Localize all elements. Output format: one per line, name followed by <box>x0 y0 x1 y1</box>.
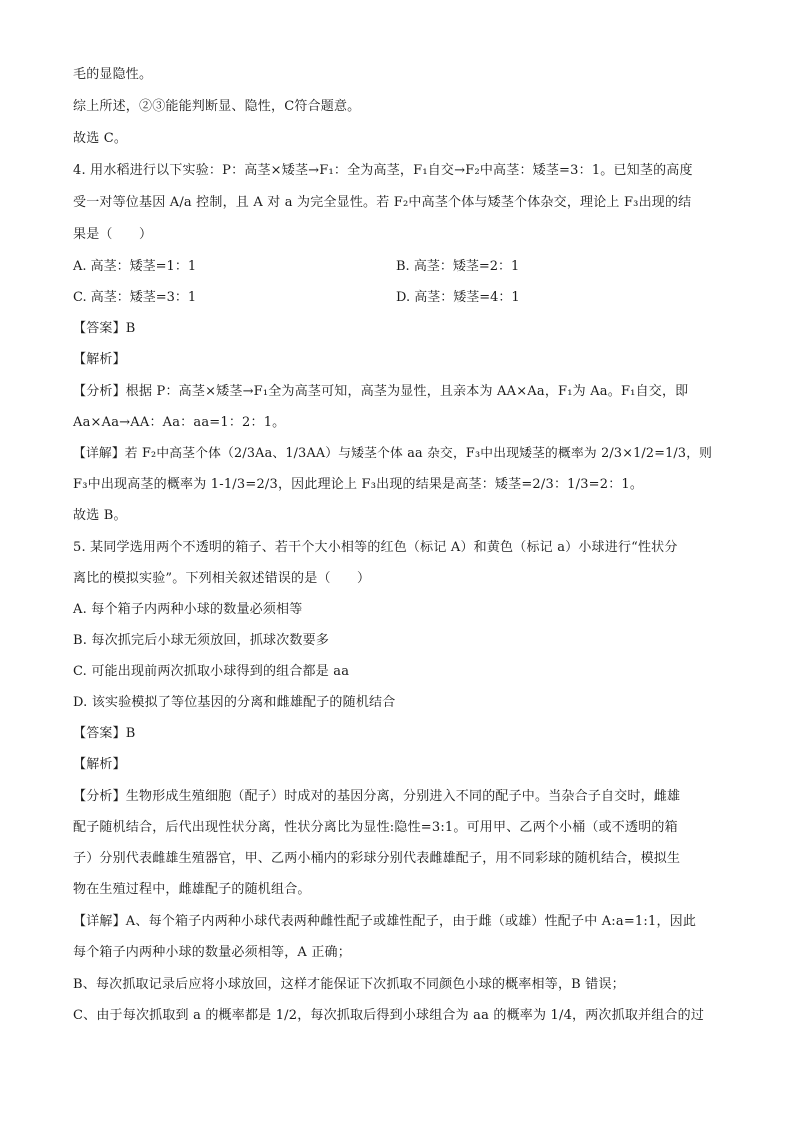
q5-option-c: C. 可能出现前两次抓取小球得到的组合都是 aa <box>73 664 350 679</box>
text-line: 故选 C。 <box>73 131 128 146</box>
q4-option-c: C. 高茎：矮茎=3：1 <box>73 290 197 305</box>
q5-xiangjie-line: 【详解】A、每个箱子内两种小球代表两种雌性配子或雄性配子，由于雌（或雄）性配子中 A:a=1:1，因此 <box>73 914 697 929</box>
q4-select: 故选 B。 <box>73 508 127 523</box>
q5-xiangjie-line: B、每次抓取记录后应将小球放回，这样才能保证下次抓取不同颜色小球的概率相等，B 错误； <box>73 977 625 992</box>
question-4-stem-line: 4. 用水稻进行以下实验：P：高茎×矮茎→F₁：全为高茎，F₁自交→F₂中高茎：矮茎=3：1。已知茎的高度 <box>73 163 693 178</box>
question-5-stem-line: 离比的模拟实验”。下列相关叙述错误的是（ ） <box>73 571 371 586</box>
q4-answer: 【答案】B <box>73 321 136 336</box>
q4-option-d: D. 高茎：矮茎=4：1 <box>396 290 520 305</box>
q5-fenxi-line: 【分析】生物形成生殖细胞（配子）时成对的基因分离，分别进入不同的配子中。当杂合子自交时，雌雄 <box>73 789 681 804</box>
q5-xiangjie-line: C、由于每次抓取到 a 的概率都是 1/2，每次抓取后得到小球组合为 aa 的概率为 1/4，两次抓取并组合的过 <box>73 1008 705 1023</box>
q4-analysis-label: 【解析】 <box>73 352 126 367</box>
q4-xiangjie-line: 【详解】若 F₂中高茎个体（2/3Aa、1/3AA）与矮茎个体 aa 杂交，F₃中出现矮茎的概率为 2/3×1/2=1/3，则 <box>73 446 713 461</box>
question-5-stem-line: 5. 某同学选用两个不透明的箱子、若干个大小相等的红色（标记 A）和黄色（标记 a）小球进行“性状分 <box>73 540 678 555</box>
text-line: 毛的显隐性。 <box>73 67 153 82</box>
question-4-stem-line: 果是（ ） <box>73 227 153 242</box>
text-line: 综上所述，②③能能判断显、隐性，C符合题意。 <box>73 99 361 114</box>
q5-option-a: A. 每个箱子内两种小球的数量必须相等 <box>73 602 303 617</box>
q5-answer: 【答案】B <box>73 726 136 741</box>
q4-option-b: B. 高茎：矮茎=2：1 <box>396 259 520 274</box>
q5-option-b: B. 每次抓完后小球无须放回，抓球次数要多 <box>73 633 330 648</box>
q4-option-a: A. 高茎：矮茎=1：1 <box>73 259 197 274</box>
q4-fenxi-line: Aa×Aa→AA：Aa：aa=1：2：1。 <box>73 415 286 430</box>
q5-xiangjie-line: 每个箱子内两种小球的数量必须相等，A 正确； <box>73 945 351 960</box>
q5-option-d: D. 该实验模拟了等位基因的分离和雌雄配子的随机结合 <box>73 695 396 710</box>
q5-fenxi-line: 配子随机结合，后代出现性状分离，性状分离比为显性:隐性=3:1。可用甲、乙两个小桶（或不透明的箱 <box>73 820 678 835</box>
q5-fenxi-line: 子）分别代表雌雄生殖器官，甲、乙两小桶内的彩球分别代表雌雄配子，用不同彩球的随机结合，模拟生 <box>73 851 681 866</box>
q4-xiangjie-line: F₃中出现高茎的概率为 1-1/3=2/3，因此理论上 F₃出现的结果是高茎：矮茎=2/3：1/3=2：1。 <box>73 477 644 492</box>
question-4-stem-line: 受一对等位基因 A/a 控制，且 A 对 a 为完全显性。若 F₂中高茎个体与矮茎个体杂交，理论上 F₃出现的结 <box>73 195 692 210</box>
q5-analysis-label: 【解析】 <box>73 757 126 772</box>
q5-fenxi-line: 物在生殖过程中，雌雄配子的随机组合。 <box>73 882 311 897</box>
q4-fenxi-line: 【分析】根据 P：高茎×矮茎→F₁全为高茎可知，高茎为显性，且亲本为 AA×Aa，F₁为 Aa。F₁自交，即 <box>73 384 689 399</box>
